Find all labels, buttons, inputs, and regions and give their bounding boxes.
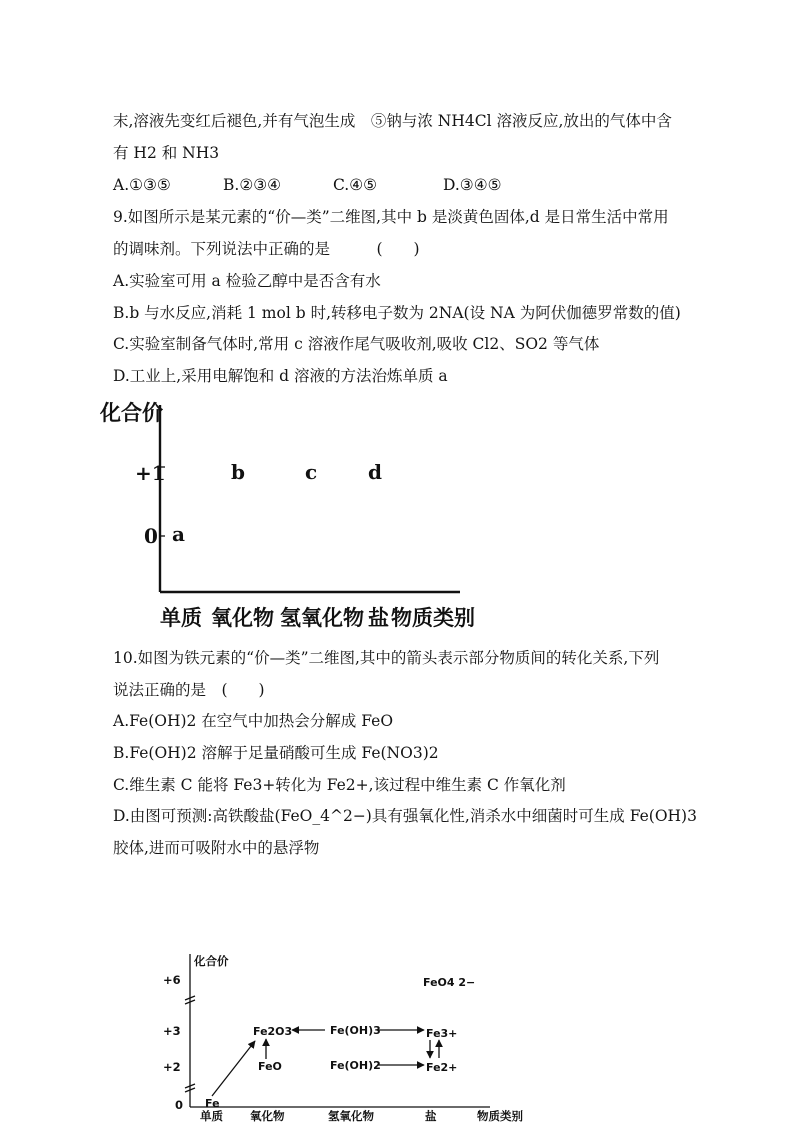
y-tick-label: 0 <box>144 524 158 548</box>
q10-option-d-cont: 胶体,进而可吸附水中的悬浮物 <box>113 839 320 857</box>
x-axis-label: 物质类别 <box>391 606 475 630</box>
point-label: b <box>231 460 245 484</box>
x-category-label: 单质 <box>160 606 202 630</box>
x-category-label: 盐 <box>425 1109 437 1123</box>
text-line: 末,溶液先变红后褪色,并有气泡生成 ⑤钠与浓 NH4Cl 溶液反应,放出的气体中含 <box>113 112 672 130</box>
q8-option-c: C.④⑤ <box>333 176 378 194</box>
y-axis-label: 化合价 <box>194 954 229 968</box>
point-label: FeO <box>258 1060 282 1073</box>
x-category-label: 氢氧化物 <box>280 606 364 630</box>
q8-option-d: D.③④⑤ <box>443 176 502 194</box>
point-label: Fe2+ <box>426 1061 458 1074</box>
q10-option-b: B.Fe(OH)2 溶解于足量硝酸可生成 Fe(NO3)2 <box>113 744 439 762</box>
chart-valence-class-1 <box>100 395 475 635</box>
point-label: Fe <box>205 1097 220 1110</box>
point-label: Fe2O3 <box>253 1025 293 1038</box>
y-tick-label: +3 <box>163 1024 181 1038</box>
q9-stem: 9.如图所示是某元素的“价—类”二维图,其中 b 是淡黄色固体,d 是日常生活中常用 <box>113 208 669 226</box>
x-axis-label: 物质类别 <box>477 1109 523 1123</box>
q10-stem: 说法正确的是 ( ) <box>113 681 265 699</box>
point-label: Fe(OH)2 <box>330 1059 381 1072</box>
q9-option-c: C.实验室制备气体时,常用 c 溶液作尾气吸收剂,吸收 Cl2、SO2 等气体 <box>113 335 600 353</box>
point-label: d <box>368 460 382 484</box>
q8-option-a: A.①③⑤ <box>113 176 171 194</box>
point-label: c <box>305 460 318 484</box>
q10-option-c: C.维生素 C 能将 Fe3+转化为 Fe2+,该过程中维生素 C 作氧化剂 <box>113 776 566 794</box>
arrow-fe-to-fe2o3 <box>212 1041 255 1096</box>
text-line: 有 H2 和 NH3 <box>113 144 220 162</box>
q9-option-d: D.工业上,采用电解饱和 d 溶液的方法治炼单质 a <box>113 367 448 385</box>
y-tick-label: +6 <box>163 973 181 987</box>
point-label: FeO4 2− <box>423 976 476 989</box>
point-label: a <box>172 522 185 546</box>
point-label: Fe(OH)3 <box>330 1024 381 1037</box>
x-category-label: 单质 <box>200 1109 223 1123</box>
q9-option-b: B.b 与水反应,消耗 1 mol b 时,转移电子数为 2NA(设 NA 为阿伏伽德罗常数的值) <box>113 304 681 322</box>
q10-option-a: A.Fe(OH)2 在空气中加热会分解成 FeO <box>113 712 394 730</box>
x-category-label: 氧化物 <box>250 1109 285 1123</box>
x-category-label: 盐 <box>368 606 389 630</box>
chart-valence-class-iron <box>160 948 550 1123</box>
q9-option-a: A.实验室可用 a 检验乙醇中是否含有水 <box>113 272 381 290</box>
y-tick-label: +1 <box>135 461 166 485</box>
y-tick-label: 0 <box>175 1098 184 1112</box>
q8-option-b: B.②③④ <box>223 176 282 194</box>
x-category-label: 氧化物 <box>211 606 274 630</box>
y-tick-label: +2 <box>163 1060 181 1074</box>
q10-stem: 10.如图为铁元素的“价—类”二维图,其中的箭头表示部分物质间的转化关系,下列 <box>113 649 660 667</box>
point-label: Fe3+ <box>426 1027 458 1040</box>
x-category-label: 氢氧化物 <box>328 1109 374 1123</box>
q9-stem: 的调味剂。下列说法中正确的是 ( ) <box>113 240 420 258</box>
q10-option-d: D.由图可预测:高铁酸盐(FeO_4^2−)具有强氧化性,消杀水中细菌时可生成 Fe(OH)3 <box>113 807 697 825</box>
y-axis-label: 化合价 <box>100 401 163 425</box>
